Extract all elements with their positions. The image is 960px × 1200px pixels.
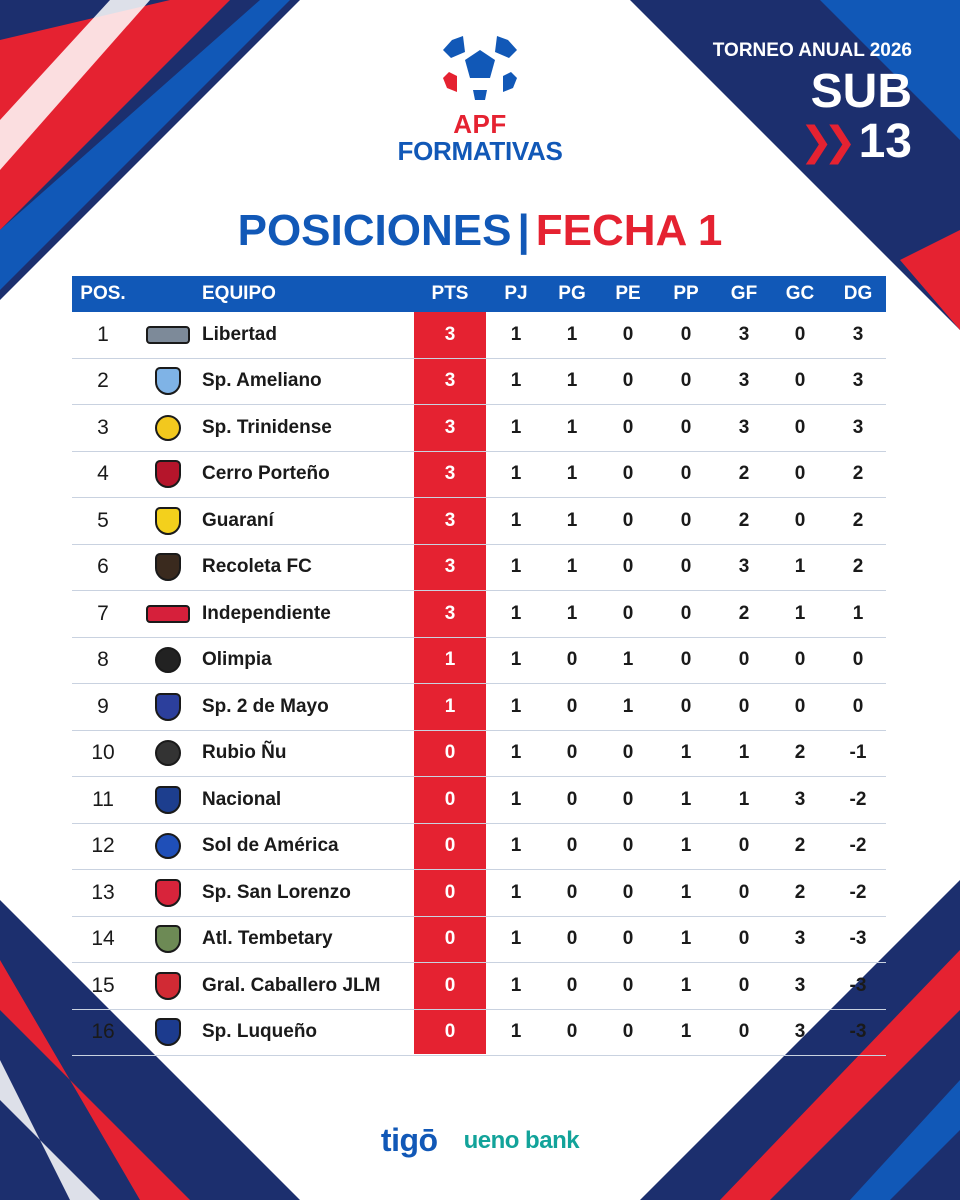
row-position: 8 <box>97 648 109 672</box>
row-gf: 3 <box>738 323 750 345</box>
team-crest-icon <box>142 684 194 730</box>
row-pe: 0 <box>622 370 634 392</box>
row-points: 0 <box>444 928 456 950</box>
table-row <box>72 312 886 359</box>
table-row <box>72 405 886 452</box>
header-dg: DG <box>843 283 873 304</box>
row-team: Sol de América <box>202 835 339 857</box>
row-pj: 1 <box>510 788 522 810</box>
row-pe: 1 <box>622 695 634 717</box>
row-pp: 0 <box>680 602 692 624</box>
row-gf: 3 <box>738 370 750 392</box>
team-crest-icon <box>142 917 194 963</box>
row-pj: 1 <box>510 742 522 764</box>
team-crest-icon <box>142 870 194 916</box>
team-crest-icon <box>142 963 194 1009</box>
row-pp: 0 <box>680 695 692 717</box>
team-crest-icon <box>142 777 194 823</box>
chevron-right-icon: ❯❯ <box>799 120 847 164</box>
row-position: 11 <box>92 787 114 811</box>
title-separator: | <box>517 206 530 255</box>
row-pp: 1 <box>680 881 692 903</box>
header-pts: PTS <box>431 283 469 304</box>
row-gf: 0 <box>738 928 750 950</box>
row-points: 0 <box>444 788 456 810</box>
row-points: 1 <box>444 649 456 671</box>
table-row <box>72 545 886 592</box>
table-row <box>72 591 886 638</box>
row-pe: 0 <box>622 974 634 996</box>
category-number: 13 <box>858 115 912 168</box>
row-points: 3 <box>444 463 456 485</box>
title-positions: POSICIONES <box>237 206 512 255</box>
row-gf: 2 <box>738 509 750 531</box>
row-position: 5 <box>97 508 109 532</box>
row-gc: 2 <box>794 742 806 764</box>
row-pg: 1 <box>566 416 578 438</box>
row-gf: 0 <box>738 881 750 903</box>
row-gc: 3 <box>794 974 806 996</box>
row-gf: 1 <box>738 742 750 764</box>
team-crest-icon <box>142 731 194 777</box>
row-pe: 0 <box>622 788 634 810</box>
table-row <box>72 452 886 499</box>
header-pe: PE <box>615 283 641 304</box>
row-team: Sp. Ameliano <box>202 370 322 392</box>
row-pg: 0 <box>566 742 578 764</box>
row-dg: -2 <box>849 835 867 857</box>
row-pp: 0 <box>680 370 692 392</box>
row-pj: 1 <box>510 323 522 345</box>
row-dg: 3 <box>852 416 864 438</box>
header-gf: GF <box>730 283 758 304</box>
row-gc: 0 <box>794 695 806 717</box>
table-row <box>72 777 886 824</box>
row-pe: 0 <box>622 742 634 764</box>
row-gc: 2 <box>794 835 806 857</box>
row-pe: 0 <box>622 1021 634 1043</box>
row-team: Rubio Ñu <box>202 742 287 764</box>
team-crest-icon <box>142 452 194 498</box>
row-gf: 2 <box>738 602 750 624</box>
row-pj: 1 <box>510 416 522 438</box>
row-gc: 3 <box>794 788 806 810</box>
row-dg: 0 <box>852 695 864 717</box>
row-points: 0 <box>444 742 456 764</box>
row-points: 3 <box>444 323 456 345</box>
row-pj: 1 <box>510 928 522 950</box>
row-pg: 0 <box>566 1021 578 1043</box>
team-crest-icon <box>142 405 194 451</box>
row-gf: 0 <box>738 974 750 996</box>
row-team: Atl. Tembetary <box>202 928 333 950</box>
row-pj: 1 <box>510 974 522 996</box>
row-dg: 1 <box>852 602 864 624</box>
row-pg: 1 <box>566 370 578 392</box>
row-points: 3 <box>444 370 456 392</box>
row-gc: 0 <box>794 649 806 671</box>
team-crest-icon <box>142 359 194 405</box>
row-pg: 1 <box>566 509 578 531</box>
sponsor-ueno-bank: ueno bank <box>463 1126 580 1154</box>
row-position: 9 <box>97 694 109 718</box>
row-position: 10 <box>91 741 115 765</box>
header-team: EQUIPO <box>202 283 276 304</box>
row-pp: 0 <box>680 649 692 671</box>
table-row <box>72 917 886 964</box>
row-team: Cerro Porteño <box>202 463 330 485</box>
title-round: FECHA 1 <box>535 206 723 255</box>
row-pg: 1 <box>566 556 578 578</box>
header-gc: GC <box>785 283 815 304</box>
row-gc: 1 <box>794 556 806 578</box>
row-points: 0 <box>444 835 456 857</box>
row-position: 1 <box>97 322 109 346</box>
header-pos: POS. <box>80 283 126 304</box>
header-pj: PJ <box>504 283 528 304</box>
row-pg: 0 <box>566 649 578 671</box>
row-position: 15 <box>91 973 115 997</box>
row-pp: 1 <box>680 974 692 996</box>
soccer-ball-icon <box>435 28 525 100</box>
row-dg: -3 <box>849 974 867 996</box>
row-dg: -3 <box>849 928 867 950</box>
row-dg: -2 <box>849 788 867 810</box>
row-points: 0 <box>444 881 456 903</box>
row-pg: 0 <box>566 695 578 717</box>
row-gc: 1 <box>794 602 806 624</box>
row-position: 12 <box>91 834 115 858</box>
row-pp: 0 <box>680 323 692 345</box>
row-team: Olimpia <box>202 649 272 671</box>
row-pj: 1 <box>510 695 522 717</box>
row-dg: 3 <box>852 323 864 345</box>
team-crest-icon <box>142 638 194 684</box>
row-pe: 0 <box>622 509 634 531</box>
page-title <box>0 206 960 256</box>
row-gf: 2 <box>738 463 750 485</box>
row-pj: 1 <box>510 649 522 671</box>
row-gf: 0 <box>738 835 750 857</box>
row-dg: -1 <box>849 742 867 764</box>
row-position: 6 <box>97 555 109 579</box>
row-pp: 0 <box>680 556 692 578</box>
category <box>713 115 912 168</box>
row-gc: 3 <box>794 928 806 950</box>
table-row <box>72 684 886 731</box>
row-dg: 2 <box>852 556 864 578</box>
row-pe: 0 <box>622 835 634 857</box>
row-pg: 1 <box>566 463 578 485</box>
row-pg: 0 <box>566 974 578 996</box>
sponsor-tigo: tigō <box>380 1122 438 1158</box>
table-row <box>72 870 886 917</box>
row-pj: 1 <box>510 463 522 485</box>
row-pp: 0 <box>680 416 692 438</box>
row-team: Independiente <box>202 602 331 624</box>
row-gc: 3 <box>794 1021 806 1043</box>
row-gc: 0 <box>794 463 806 485</box>
row-pp: 1 <box>680 928 692 950</box>
table-header <box>72 276 886 312</box>
table-body <box>72 312 886 1056</box>
row-points: 3 <box>444 416 456 438</box>
row-points: 0 <box>444 1021 456 1043</box>
table-row <box>72 1010 886 1057</box>
row-gf: 0 <box>738 649 750 671</box>
row-points: 3 <box>444 556 456 578</box>
header-pg: PG <box>558 283 586 304</box>
row-pj: 1 <box>510 881 522 903</box>
row-pp: 1 <box>680 742 692 764</box>
row-team: Libertad <box>202 323 277 345</box>
row-pe: 0 <box>622 928 634 950</box>
row-dg: 2 <box>852 463 864 485</box>
header-pp: PP <box>673 283 699 304</box>
row-team: Gral. Caballero JLM <box>202 974 381 996</box>
row-dg: -2 <box>849 881 867 903</box>
brand-apf: APF <box>453 109 507 139</box>
row-dg: 2 <box>852 509 864 531</box>
row-position: 13 <box>91 880 115 904</box>
row-team: Sp. 2 de Mayo <box>202 695 329 717</box>
row-position: 4 <box>97 462 109 486</box>
row-team: Guaraní <box>202 509 274 531</box>
table-row <box>72 963 886 1010</box>
row-pj: 1 <box>510 556 522 578</box>
apf-formativas-logo <box>380 28 580 165</box>
row-pj: 1 <box>510 509 522 531</box>
row-team: Sp. San Lorenzo <box>202 881 351 903</box>
sub-label: SUB <box>810 65 912 118</box>
row-gf: 0 <box>738 695 750 717</box>
row-pp: 1 <box>680 1021 692 1043</box>
table-row <box>72 638 886 685</box>
row-pj: 1 <box>510 602 522 624</box>
row-position: 3 <box>97 415 109 439</box>
row-pp: 1 <box>680 788 692 810</box>
brand-formativas: FORMATIVAS <box>397 136 563 166</box>
row-pg: 1 <box>566 323 578 345</box>
row-gf: 3 <box>738 556 750 578</box>
row-team: Sp. Trinidense <box>202 416 332 438</box>
row-pe: 0 <box>622 602 634 624</box>
table-row <box>72 359 886 406</box>
row-pe: 0 <box>622 556 634 578</box>
row-gf: 3 <box>738 416 750 438</box>
row-pg: 0 <box>566 835 578 857</box>
row-pe: 0 <box>622 463 634 485</box>
row-dg: -3 <box>849 1021 867 1043</box>
standings-table <box>72 276 886 1056</box>
row-team: Recoleta FC <box>202 556 312 578</box>
row-team: Nacional <box>202 788 282 810</box>
tournament-name: TORNEO ANUAL 2026 <box>712 40 912 61</box>
row-pe: 0 <box>622 416 634 438</box>
row-pg: 0 <box>566 788 578 810</box>
row-points: 1 <box>444 695 456 717</box>
team-crest-icon <box>142 498 194 544</box>
row-position: 7 <box>97 601 109 625</box>
team-crest-icon <box>142 545 194 591</box>
row-pj: 1 <box>510 370 522 392</box>
row-pp: 0 <box>680 509 692 531</box>
table-row <box>72 498 886 545</box>
row-pe: 1 <box>622 649 634 671</box>
row-pe: 0 <box>622 881 634 903</box>
team-crest-icon <box>142 312 194 358</box>
row-pj: 1 <box>510 1021 522 1043</box>
row-position: 16 <box>91 1020 115 1044</box>
row-team: Sp. Luqueño <box>202 1021 318 1043</box>
team-crest-icon <box>142 824 194 870</box>
row-gc: 0 <box>794 370 806 392</box>
sponsors <box>0 1122 960 1159</box>
row-position: 2 <box>97 369 109 393</box>
row-pg: 1 <box>566 602 578 624</box>
row-points: 3 <box>444 509 456 531</box>
tournament-block <box>713 40 912 166</box>
row-position: 14 <box>91 927 115 951</box>
row-gc: 0 <box>794 509 806 531</box>
row-dg: 0 <box>852 649 864 671</box>
row-gc: 0 <box>794 416 806 438</box>
row-pe: 0 <box>622 323 634 345</box>
team-crest-icon <box>142 1010 194 1056</box>
row-pp: 0 <box>680 463 692 485</box>
table-row <box>72 731 886 778</box>
row-dg: 3 <box>852 370 864 392</box>
row-points: 3 <box>444 602 456 624</box>
row-gc: 2 <box>794 881 806 903</box>
row-pg: 0 <box>566 928 578 950</box>
row-pj: 1 <box>510 835 522 857</box>
team-crest-icon <box>142 591 194 637</box>
table-row <box>72 824 886 871</box>
row-gc: 0 <box>794 323 806 345</box>
row-pp: 1 <box>680 835 692 857</box>
row-pg: 0 <box>566 881 578 903</box>
row-points: 0 <box>444 974 456 996</box>
row-gf: 0 <box>738 1021 750 1043</box>
row-gf: 1 <box>738 788 750 810</box>
